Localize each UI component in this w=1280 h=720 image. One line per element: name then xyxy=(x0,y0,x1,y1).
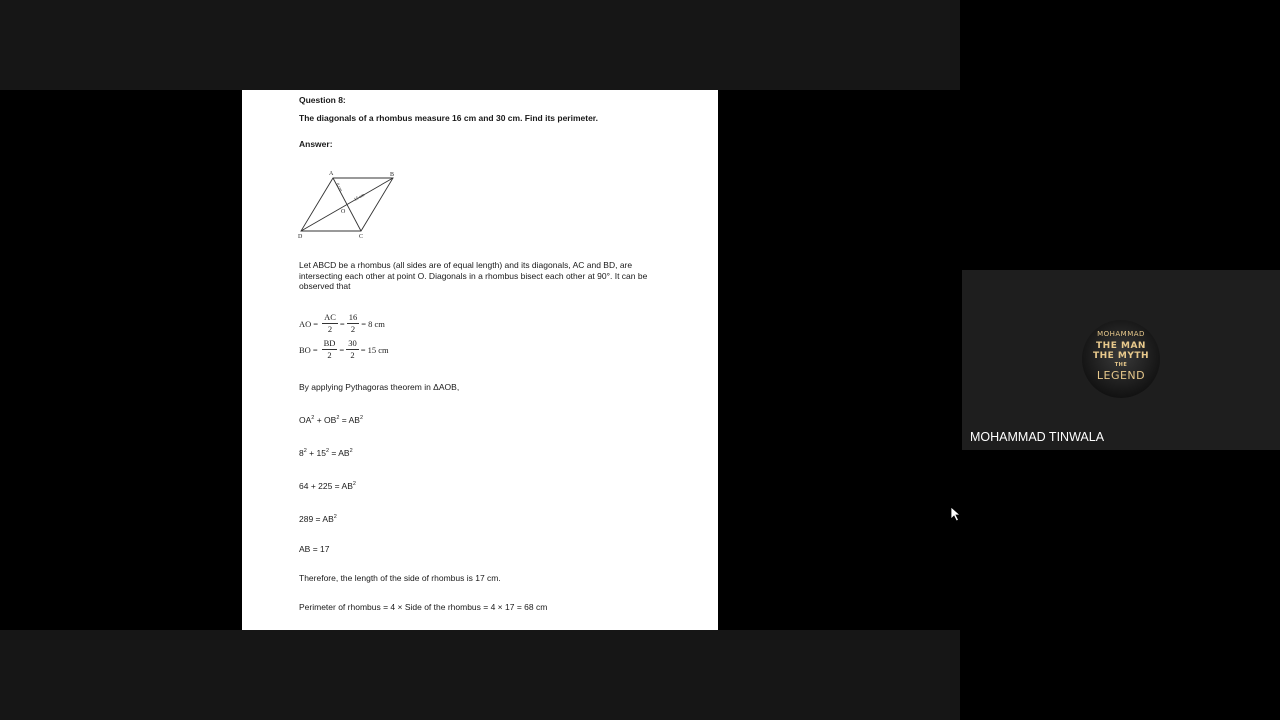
step-3: $64 + 225 = AB^2$ xyxy=(299,481,356,491)
bo-frac2-den: 2 xyxy=(350,350,355,360)
avatar-logo-line4: THE xyxy=(1114,362,1128,368)
step-2: $8^2 + 15^2 = AB^2$ xyxy=(299,448,353,458)
avatar-logo-line1: MOHAMMAD xyxy=(1097,330,1145,338)
pythagoras-line: By applying Pythagoras theorem in ΔAOB, xyxy=(299,382,460,392)
intro-paragraph: Let ABCD be a rhombus (all sides are of equal length) and its diagonals, AC and BD, are intersecting each other at point O. Diagonals in a rhombus bisect each other at 90°. It can be observed that xyxy=(299,260,648,292)
step-5: AB = 17 xyxy=(299,544,330,554)
bo-lhs: BO xyxy=(299,344,311,355)
avatar xyxy=(1082,320,1160,398)
top-bar xyxy=(0,0,960,90)
avatar-logo-line3: THE MYTH xyxy=(1092,351,1150,361)
ao-frac1-den: 2 xyxy=(327,324,333,334)
label-o: O xyxy=(341,209,346,215)
label-ao-length: 8 cm xyxy=(335,182,344,193)
step-4: $289 = AB^2$ xyxy=(299,514,337,524)
bo-frac2-num: 30 xyxy=(348,338,357,348)
ao-equation xyxy=(299,312,385,335)
label-b: B xyxy=(390,172,395,178)
diagonal-bd xyxy=(301,178,393,231)
question-heading: Question 8: xyxy=(299,95,346,105)
answer-heading: Answer: xyxy=(299,139,333,149)
ao-equals: = xyxy=(313,318,319,329)
ao-frac2-num: 16 xyxy=(348,312,358,322)
label-c: C xyxy=(359,234,364,240)
bottom-bar xyxy=(0,630,960,720)
bo-equals-2: = xyxy=(339,344,345,355)
avatar-logo-line2: THE MAN xyxy=(1096,341,1146,351)
conclusion: Therefore, the length of the side of rhombus is 17 cm. xyxy=(299,573,501,583)
ao-frac1-num: AC xyxy=(324,312,336,322)
ao-rhs: = 8 cm xyxy=(361,318,385,329)
label-a: A xyxy=(329,171,334,177)
bo-frac1-num: BD xyxy=(323,338,336,348)
ao-equals-2: = xyxy=(339,318,345,329)
question-text: The diagonals of a rhombus measure 16 cm and 30 cm. Find its perimeter. xyxy=(299,113,599,123)
mouse-pointer-icon xyxy=(950,506,962,522)
bo-equals: = xyxy=(312,344,318,355)
avatar-logo-line5: LEGEND xyxy=(1096,369,1146,382)
ao-frac2-den: 2 xyxy=(350,324,356,334)
bo-rhs: = 15 cm xyxy=(360,344,389,355)
label-d: D xyxy=(298,234,303,240)
shared-document xyxy=(242,90,718,630)
participant-name: MOHAMMAD TINWALA xyxy=(970,430,1105,444)
label-bo-length: 15 cm xyxy=(353,191,366,202)
ao-lhs: AO xyxy=(299,318,312,329)
bo-frac1-den: 2 xyxy=(327,350,332,360)
rhombus-figure xyxy=(297,168,407,240)
step-1: $OA^2 + OB^2 = AB^2$ xyxy=(299,415,363,425)
participant-tile[interactable] xyxy=(962,270,1280,450)
bo-equation xyxy=(299,338,389,361)
perimeter-line: Perimeter of rhombus = 4 × Side of the rhombus = 4 × 17 = 68 cm xyxy=(299,602,548,612)
